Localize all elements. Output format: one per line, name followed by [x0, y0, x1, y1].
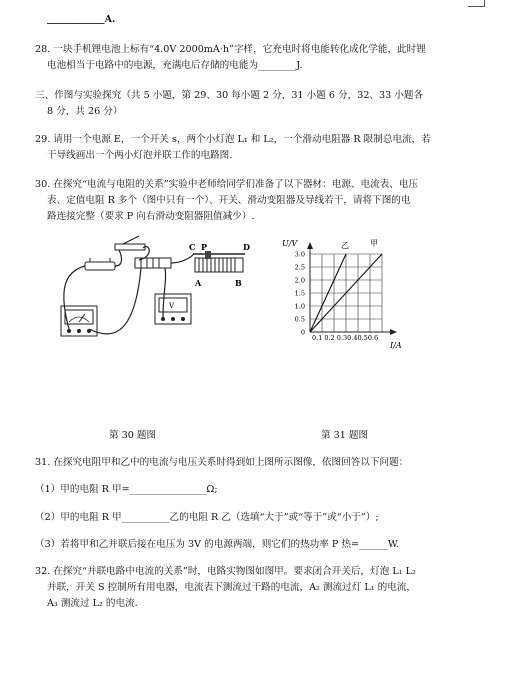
figure-31-caption: 第 31 题图 [321, 430, 369, 441]
question-29-line2: 干导线画出一个两小灯泡并联工作的电路图. [47, 150, 233, 161]
battery-icon [85, 258, 115, 270]
y-tick-label: 2.5 [294, 263, 305, 272]
question-31-intro: 31. 在探究电阻甲和乙中的电流与电压关系时得到如上图所示图像，依图回答以下问题： [35, 457, 409, 468]
switch-icon [115, 236, 145, 250]
y-tick-labels [295, 251, 305, 337]
series-label-jia: 甲 [370, 239, 378, 248]
question-30-line2: 表、定值电阻 R 多个（图中只有一个）、开关、滑动变阻器及导线若干，请将下图的电 [47, 195, 411, 206]
question-32-line3: A₃ 测流过 L₂ 的电流． [47, 598, 145, 609]
question-31-part1: （1）甲的电阻 R 甲=________________Ω; [35, 484, 218, 495]
section-3-heading-line2: 8 分，共 26 分） [47, 106, 123, 117]
terminal-label-b: B [235, 278, 242, 288]
question-28-line1: 28. 一块手机锂电池上标有“4.0V 2000mA·h”字样，它充电时将电能转化成化学能，此时锂 [35, 44, 426, 55]
section-3-heading-line1: 三、作图与实验探究（共 5 小题，第 29、30 每小题 2 分，31 小题 6 分，32、33 小题各 [35, 90, 424, 101]
figure-31-ui-graph [280, 236, 400, 348]
question-29-line1: 29. 请用一个电源 E，一个开关 s，两个小灯泡 L₁ 和 L₂，一个滑动电阻器 R 限制总电流，若 [35, 134, 431, 145]
terminal-label-c: C [189, 242, 196, 252]
figure-30-circuit-apparatus [55, 232, 280, 352]
question-31-part3: （3）若将甲和乙并联后接在电压为 3V 的电源两端，则它们的热功率 P 热=______W. [35, 539, 400, 550]
x-tick-labels: 0.1 0.2 0.30.40.50.6 [312, 334, 379, 342]
question-32-line2: 并联，开关 S 控制所有用电器，电流表下测流过干路的电流，A₂ 测流过灯 L₁ 的电流， [47, 582, 416, 593]
y-axis-label: U/V [282, 239, 298, 248]
y-tick-label: 1.0 [294, 302, 305, 311]
series-label-yi: 乙 [341, 241, 349, 250]
question-31-part2: （2）甲的电阻 R 甲__________乙的电阻 R 乙（选填“大于”或“等于”或“小于”）; [35, 512, 379, 523]
voltmeter-icon [155, 294, 191, 324]
page-corner-mark [468, 0, 485, 7]
y-tick-label: 2.0 [294, 276, 305, 285]
y-tick-label: 1.5 [294, 289, 305, 298]
y-tick-label: 0 [300, 328, 305, 337]
figure-30-caption: 第 30 题图 [109, 430, 157, 441]
question-28-line2: 电池相当于电路中的电源，充满电后存储的电能为________J. [47, 60, 303, 71]
x-axis-label: I/A [390, 341, 402, 350]
y-axis-arrow [307, 242, 313, 249]
terminal-label-d: D [243, 242, 250, 252]
question-30-line3: 路连接完整（要求 P 向右滑动变阻器阻值减少）. [47, 211, 255, 222]
x-axis-arrow [390, 329, 397, 335]
voltmeter-label: V [169, 302, 175, 310]
y-tick-label: 3.0 [294, 250, 305, 259]
question-32-line1: 32. 在探究“并联电路中电流的关系”时，电路实物图如图甲。要求闭合开关后，灯泡 L₁ L₂ [35, 566, 416, 577]
terminal-label-a: A [195, 278, 202, 288]
question-30-line1: 30. 在探究“电流与电阻的关系”实验中老师给同学们准备了以下器材：电源、电流表、电压 [35, 179, 419, 190]
terminal-label-p: P [201, 242, 208, 252]
rheostat-icon [193, 251, 245, 272]
previous-answer-fragment: ____________A. [47, 14, 116, 25]
y-tick-label: 0.5 [294, 315, 305, 324]
